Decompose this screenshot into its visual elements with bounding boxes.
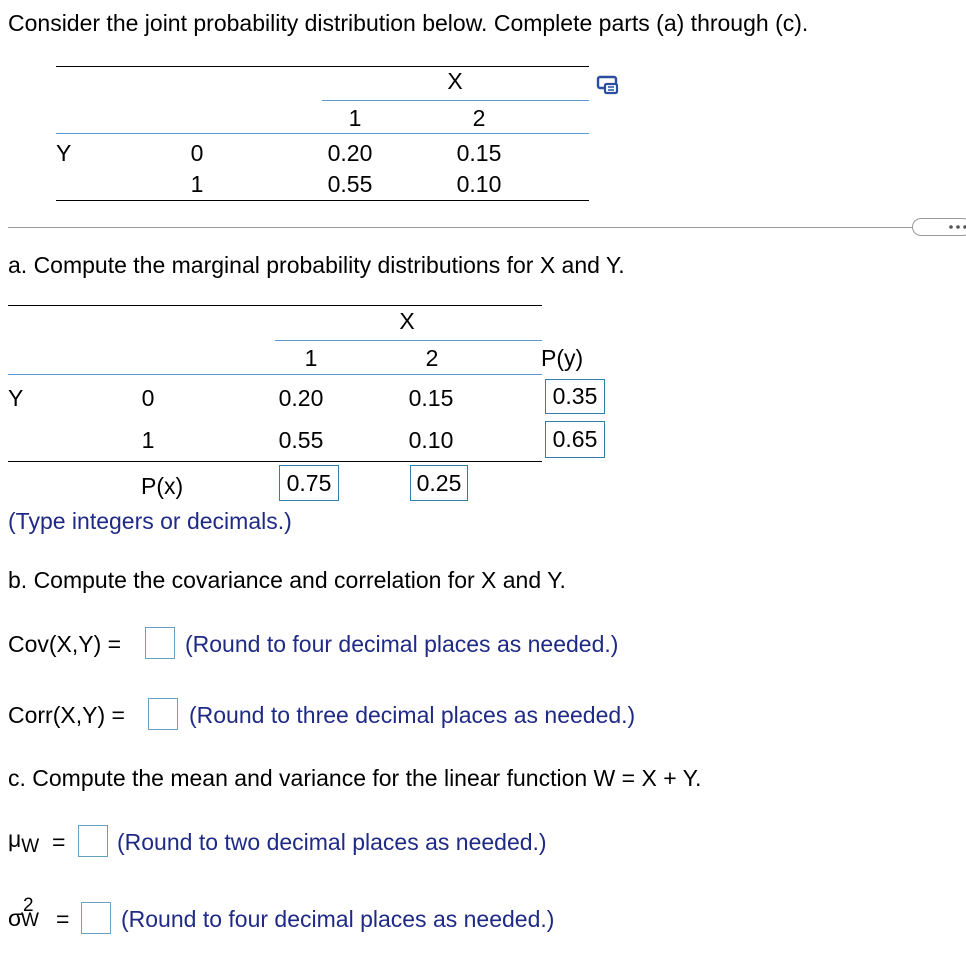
problem-title: Consider the joint probability distribution below. Complete parts (a) through (c). [8, 10, 809, 36]
sigma-symbol: σ [8, 905, 23, 931]
px-answer-box[interactable]: 0.25 [410, 465, 468, 501]
table2-cell: 0.10 [408, 427, 454, 453]
sigma-w-label [8, 895, 50, 941]
table2-y-value: 1 [141, 427, 155, 453]
table1-cell: 0.55 [327, 171, 373, 197]
table2-cell: 0.15 [408, 385, 454, 411]
mu-w-label [8, 826, 40, 857]
table1-top-rule [56, 66, 589, 67]
corr-input[interactable] [148, 698, 178, 730]
table1-cell: 0.20 [327, 140, 373, 166]
table1-cell: 0.15 [456, 140, 502, 166]
sigma-equals: = [56, 906, 70, 932]
mu-equals: = [52, 829, 66, 855]
table2-x-header: X [399, 308, 415, 334]
corr-label: Corr(X,Y) = [8, 702, 125, 728]
cov-hint: (Round to four decimal places as needed.) [185, 631, 619, 657]
copy-icon[interactable] [596, 74, 622, 96]
var-hint: (Round to four decimal places as needed.) [121, 906, 555, 932]
table1-y-value: 0 [190, 140, 204, 166]
corr-hint: (Round to three decimal places as needed.) [189, 702, 636, 728]
table1-x-underline [322, 100, 589, 101]
mu-symbol: μ [8, 826, 22, 852]
table2-y-value: 0 [141, 385, 155, 411]
px-answer-box[interactable]: 0.75 [279, 465, 339, 501]
table1-x-value-2: 2 [472, 105, 486, 131]
section-divider [8, 227, 914, 228]
table2-cell: 0.20 [278, 385, 324, 411]
table2-y-header: Y [8, 385, 24, 411]
py-header: P(y) [541, 345, 584, 371]
table1-y-value: 1 [190, 171, 204, 197]
table1-x-header: X [447, 68, 463, 94]
py-answer-box[interactable]: 0.35 [545, 379, 605, 414]
cov-input[interactable] [145, 627, 175, 659]
table1-x-value-1: 1 [348, 105, 362, 131]
table2-x-underline [275, 340, 542, 341]
sigma-superscript: 2 [23, 895, 34, 916]
px-label: P(x) [141, 473, 184, 499]
table2-cell: 0.55 [278, 427, 324, 453]
part-b-question: b. Compute the covariance and correlation for X and Y. [8, 567, 566, 593]
sigma-subscript: W [21, 910, 39, 931]
table2-top-rule [8, 305, 542, 306]
mean-w-input[interactable] [78, 825, 108, 857]
table2-header-rule [8, 374, 542, 375]
part-c-question: c. Compute the mean and variance for the linear function W = X + Y. [8, 765, 702, 791]
more-icon[interactable] [912, 218, 966, 236]
table2-x-value-2: 2 [425, 345, 439, 371]
mu-subscript: W [21, 836, 40, 857]
part-a-note: (Type integers or decimals.) [8, 508, 292, 534]
table1-y-header: Y [56, 140, 72, 166]
part-a-question: a. Compute the marginal probability distributions for X and Y. [8, 252, 625, 278]
table1-header-rule [56, 133, 589, 134]
table2-x-value-1: 1 [304, 345, 318, 371]
table2-bottom-rule [8, 461, 542, 462]
cov-label: Cov(X,Y) = [8, 631, 122, 657]
table1-cell: 0.10 [456, 171, 502, 197]
mu-hint: (Round to two decimal places as needed.) [117, 829, 547, 855]
table1-bottom-rule [56, 200, 589, 201]
py-answer-box[interactable]: 0.65 [545, 421, 605, 458]
variance-w-input[interactable] [81, 902, 111, 934]
